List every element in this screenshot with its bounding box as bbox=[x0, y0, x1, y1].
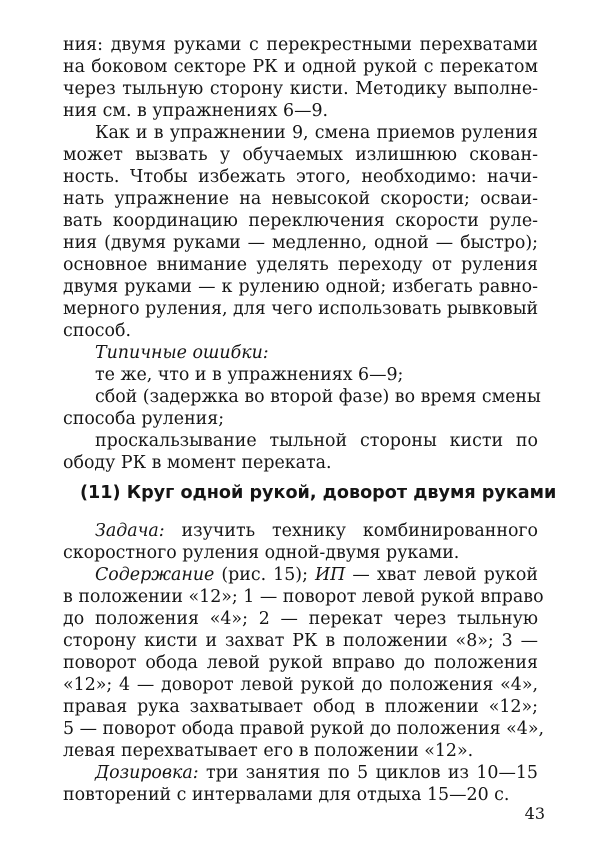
text-line: Как и в упражнении 9, смена приемов руления bbox=[95, 123, 538, 143]
task-line: скоростного руления одной-двумя руками. bbox=[63, 543, 460, 563]
dosage-label: Дозировка: bbox=[95, 763, 199, 783]
content-line bbox=[95, 564, 538, 586]
text-line: мерного руления, для чего использовать рывковый bbox=[63, 299, 539, 319]
error-item: те же, что и в упражнениях 6—9; bbox=[95, 365, 404, 385]
dosage-text: три занятия по 5 циклов из 10—15 bbox=[198, 763, 538, 783]
task-text: изучить технику комбинированного bbox=[164, 521, 538, 541]
content-line: правая рука захватывает обод в пложении «12»; bbox=[63, 697, 538, 717]
content-line: поворот обода левой рукой вправо до положения bbox=[63, 653, 538, 673]
content-line: до положения «4»; 2 — перекат через тыльную bbox=[63, 609, 538, 629]
text-line: через тыльную сторону кисти. Методику выполне- bbox=[63, 79, 538, 99]
typical-errors-label: Типичные ошибки: bbox=[95, 343, 269, 363]
content-line: в положении «12»; 1 — поворот левой рукой вправо bbox=[63, 587, 544, 607]
ip-label: ИП bbox=[315, 565, 346, 585]
error-item: сбой (задержка во второй фазе) во время смены bbox=[95, 387, 541, 407]
content-text: (рис. 15); bbox=[214, 565, 315, 585]
dosage-line bbox=[95, 762, 538, 784]
error-item: ободу РК в момент переката. bbox=[63, 453, 332, 473]
content-text: — хват левой рукой bbox=[345, 565, 538, 585]
content-label: Содержание bbox=[95, 565, 215, 585]
content-line: левая перехватывает его в положении «12». bbox=[63, 741, 474, 761]
text-line: может вызвать у обучаемых излишнюю скован- bbox=[63, 145, 538, 165]
error-item: способа руления; bbox=[63, 409, 225, 429]
text-line: нать упражнение на невысокой скорости; осваи- bbox=[63, 189, 538, 209]
content-line: «12»; 4 — доворот левой рукой до положения «4», bbox=[63, 675, 538, 695]
section-heading: (11) Круг одной рукой, доворот двумя руками bbox=[80, 483, 557, 503]
error-item: проскальзывание тыльной стороны кисти по bbox=[95, 431, 538, 451]
text-line: на боковом секторе РК и одной рукой с перекатом bbox=[63, 57, 538, 77]
text-line: ния (двумя руками — медленно, одной — быстро); bbox=[63, 233, 538, 253]
content-line: 5 — поворот обода правой рукой до положения «4», bbox=[63, 719, 545, 739]
dosage-line: повторений с интервалами для отдыха 15—20 с. bbox=[63, 785, 510, 805]
text-line: ния: двумя руками с перекрестными перехватами bbox=[63, 35, 538, 55]
text-line: основное внимание уделять переходу от руления bbox=[63, 255, 538, 275]
text-line: вать координацию переключения скорости руле- bbox=[63, 211, 538, 231]
text-line: способ. bbox=[63, 321, 132, 341]
text-line: ния см. в упражнениях 6—9. bbox=[63, 101, 329, 121]
task-line bbox=[95, 520, 538, 542]
text-line: двумя руками — к рулению одной; избегать равно- bbox=[63, 277, 538, 297]
text-line: ность. Чтобы избежать этого, необходимо: начи- bbox=[63, 167, 538, 187]
task-label: Задача: bbox=[95, 521, 165, 541]
page-number: 43 bbox=[524, 804, 545, 823]
content-line: сторону кисти и захват РК в положении «8»; 3 — bbox=[63, 631, 538, 651]
